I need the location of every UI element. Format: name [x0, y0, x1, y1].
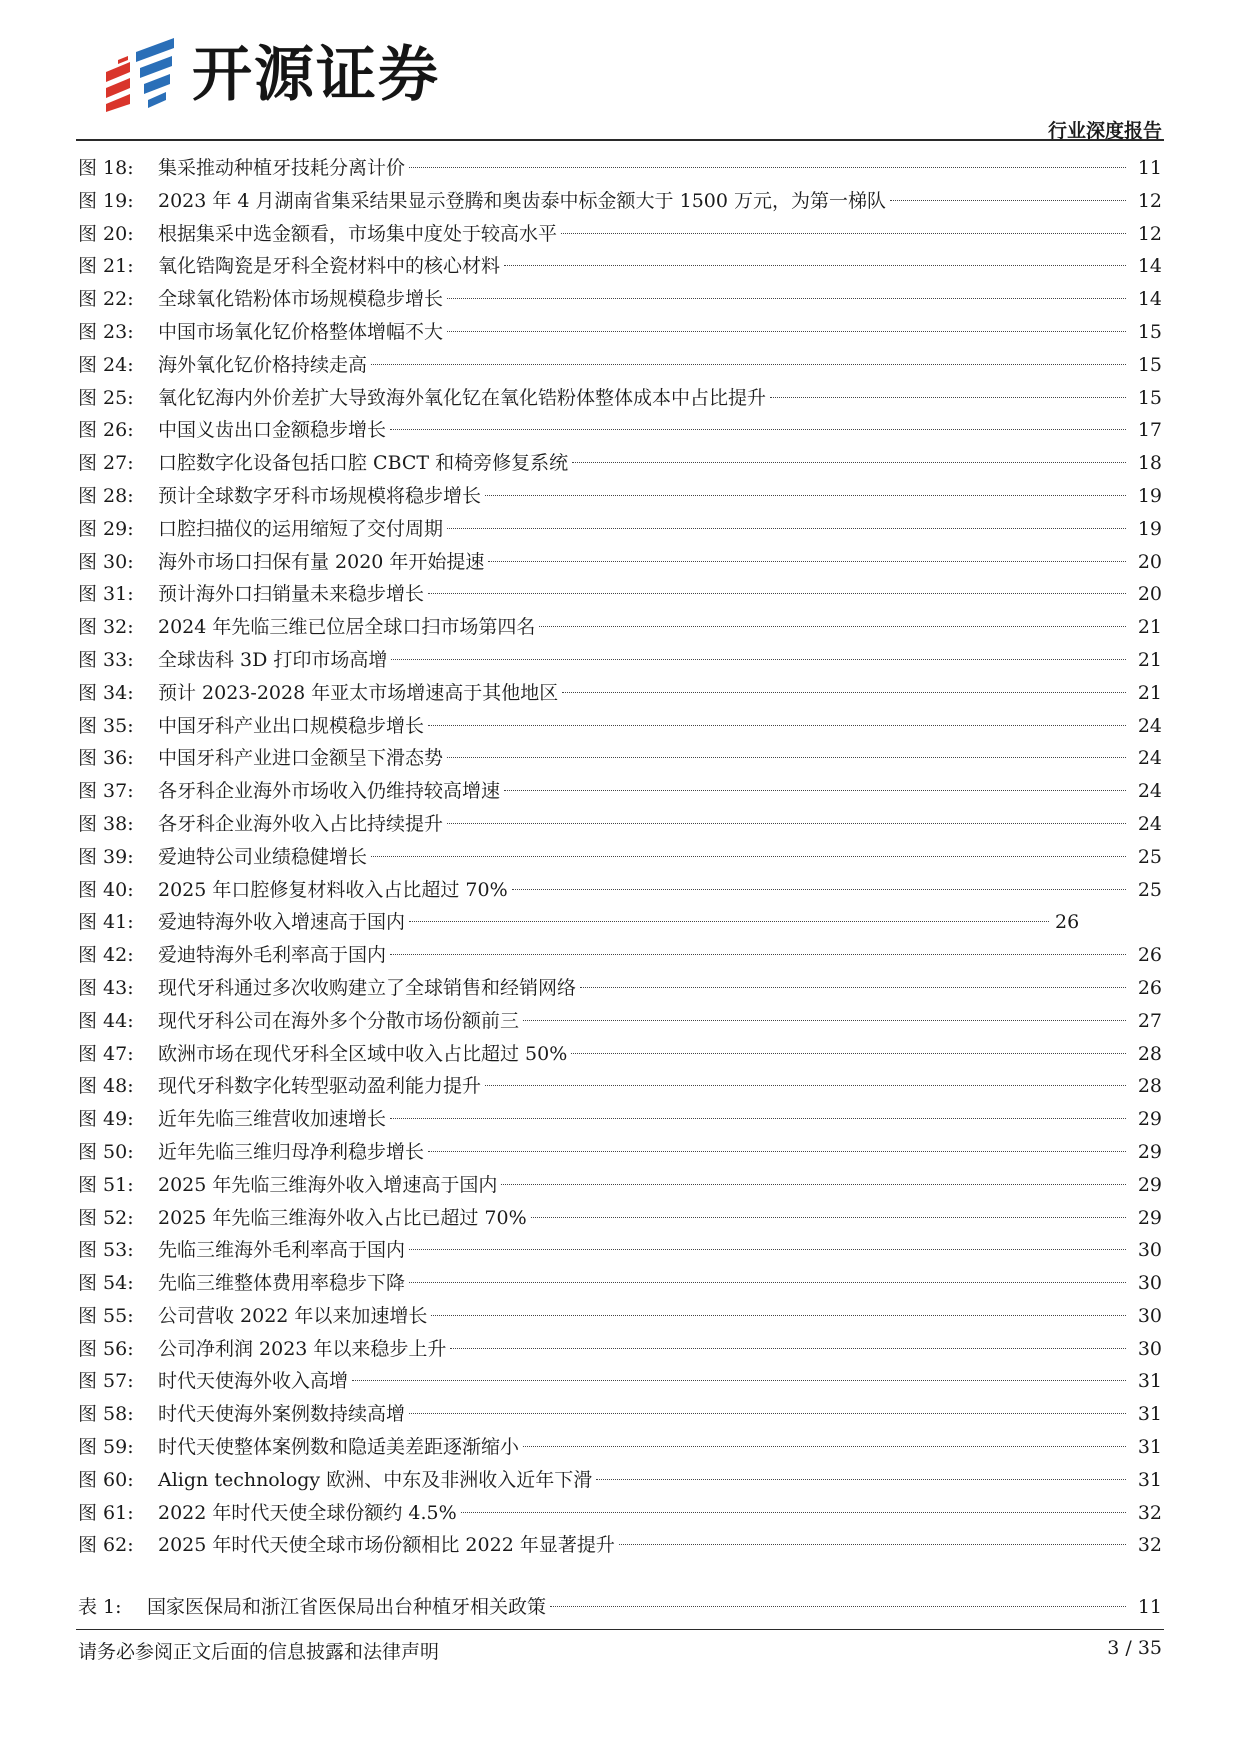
dot-leader: [428, 1151, 1126, 1152]
entry-title: 全球氧化锆粉体市场规模稳步增长: [158, 288, 444, 311]
entry-title: 时代天使海外收入高增: [158, 1370, 349, 1393]
entry-label: 图 31:: [78, 583, 134, 606]
figure-entry[interactable]: [78, 677, 1162, 710]
figure-entry[interactable]: [78, 316, 1162, 349]
entry-page: 28: [1137, 1042, 1162, 1065]
dot-leader: [512, 889, 1126, 890]
entry-page: 21: [1137, 648, 1162, 671]
dot-leader: [390, 954, 1126, 955]
entry-title: 近年先临三维归母净利稳步增长: [158, 1140, 425, 1163]
figure-entry[interactable]: [78, 1300, 1162, 1333]
figure-entry[interactable]: [78, 1267, 1162, 1300]
dot-leader: [461, 1512, 1126, 1513]
entry-page: 26: [1055, 911, 1080, 934]
dot-leader: [447, 331, 1126, 332]
entry-label: 图 22:: [78, 288, 134, 311]
entry-title: 现代牙科公司在海外多个分散市场份额前三: [158, 1009, 520, 1032]
figure-entry[interactable]: [78, 1365, 1162, 1398]
entry-page: 24: [1137, 714, 1162, 737]
entry-label: 图 49:: [78, 1108, 134, 1131]
figure-entry[interactable]: [78, 1136, 1162, 1169]
figure-entry[interactable]: [78, 1005, 1162, 1038]
figure-entry[interactable]: [78, 349, 1162, 382]
entry-page: 12: [1137, 222, 1162, 245]
dot-leader: [431, 1315, 1126, 1316]
entry-title: 2025 年先临三维海外收入增速高于国内: [158, 1173, 498, 1196]
dot-leader: [619, 1544, 1126, 1545]
entry-page: 24: [1137, 812, 1162, 835]
dot-leader: [531, 1217, 1126, 1218]
dot-leader: [450, 1348, 1126, 1349]
entry-title: 先临三维海外毛利率高于国内: [158, 1239, 406, 1262]
dot-leader: [485, 1085, 1126, 1086]
entry-page: 24: [1137, 780, 1162, 803]
entry-label: 图 51:: [78, 1173, 134, 1196]
entry-page: 31: [1137, 1468, 1162, 1491]
entry-title: 根据集采中选金额看，市场集中度处于较高水平: [158, 222, 558, 245]
entry-title: 各牙科企业海外市场收入仍维持较高增速: [158, 780, 501, 803]
entry-label: 图 61:: [78, 1501, 134, 1524]
entry-label: 图 54:: [78, 1272, 134, 1295]
header-divider: [76, 139, 1164, 141]
entry-title: 氧化锆陶瓷是牙科全瓷材料中的核心材料: [158, 255, 501, 278]
entry-label: 图 43:: [78, 976, 134, 999]
dot-leader: [352, 1380, 1126, 1381]
dot-leader: [572, 462, 1126, 463]
entry-label: 图 41:: [78, 911, 134, 934]
entry-label: 图 19:: [78, 189, 134, 212]
entry-page: 15: [1137, 386, 1162, 409]
entry-label: 表 1:: [78, 1596, 122, 1618]
dot-leader: [428, 725, 1126, 726]
entry-title: 全球齿科 3D 打印市场高增: [158, 648, 388, 671]
entry-page: 12: [1137, 189, 1162, 212]
figure-entry[interactable]: [78, 775, 1162, 808]
entry-title: 预计海外口扫销量未来稳步增长: [158, 583, 425, 606]
entry-title: 各牙科企业海外收入占比持续提升: [158, 812, 444, 835]
dot-leader: [409, 1282, 1126, 1283]
entry-label: 图 40:: [78, 878, 134, 901]
dot-leader: [390, 1118, 1126, 1119]
entry-title: 海外氧化钇价格持续走高: [158, 353, 368, 376]
entry-label: 图 29:: [78, 517, 134, 540]
figure-entry[interactable]: [78, 1103, 1162, 1136]
entry-label: 图 23:: [78, 320, 134, 343]
entry-label: 图 37:: [78, 780, 134, 803]
entry-page: 26: [1137, 944, 1162, 967]
entry-label: 图 21:: [78, 255, 134, 278]
figure-entry[interactable]: [78, 382, 1162, 415]
entry-page: 14: [1137, 255, 1162, 278]
entry-label: 图 58:: [78, 1403, 134, 1426]
figure-entry[interactable]: [78, 414, 1162, 447]
entry-label: 图 44:: [78, 1009, 134, 1032]
entry-page: 18: [1137, 452, 1162, 475]
dot-leader: [504, 790, 1126, 791]
entry-page: 17: [1137, 419, 1162, 442]
entry-title: 近年先临三维营收加速增长: [158, 1108, 387, 1131]
entry-title: 爱迪特海外收入增速高于国内: [158, 911, 406, 934]
entry-title: 公司营收 2022 年以来加速增长: [158, 1304, 428, 1327]
entry-label: 图 56:: [78, 1337, 134, 1360]
page-number: 3 / 35: [1107, 1637, 1162, 1659]
entry-page: 11: [1137, 1596, 1162, 1618]
dot-leader: [571, 1053, 1126, 1054]
figure-entry[interactable]: [78, 283, 1162, 316]
entry-page: 26: [1137, 976, 1162, 999]
figure-entry[interactable]: [78, 1497, 1162, 1530]
dot-leader: [488, 561, 1126, 562]
entry-page: 31: [1137, 1436, 1162, 1459]
entry-page: 29: [1137, 1173, 1162, 1196]
entry-label: 图 26:: [78, 419, 134, 442]
entry-label: 图 42:: [78, 944, 134, 967]
figure-entry[interactable]: [78, 611, 1162, 644]
figure-entry[interactable]: [78, 1464, 1162, 1497]
dot-leader: [428, 593, 1126, 594]
entry-title: 中国义齿出口金额稳步增长: [158, 419, 387, 442]
brand-name: 开源证券: [192, 40, 440, 110]
entry-page: 21: [1137, 681, 1162, 704]
entry-title: 海外市场口扫保有量 2020 年开始提速: [158, 550, 485, 573]
entry-page: 28: [1137, 1075, 1162, 1098]
figure-entry[interactable]: [78, 1202, 1162, 1235]
dot-leader: [409, 1413, 1126, 1414]
figure-entry[interactable]: [78, 218, 1162, 251]
logo-mark-icon: [100, 38, 182, 112]
entry-title: 2023 年 4 月湖南省集采结果显示登腾和奥齿泰中标金额大于 1500 万元，为第一梯队: [158, 189, 886, 212]
entry-page: 27: [1137, 1009, 1162, 1032]
figure-entry[interactable]: [78, 152, 1162, 185]
figure-entry[interactable]: [78, 578, 1162, 611]
figure-entry[interactable]: [78, 1234, 1162, 1267]
entry-label: 图 35:: [78, 714, 134, 737]
dot-leader: [580, 987, 1126, 988]
dot-leader: [596, 1479, 1126, 1480]
dot-leader: [890, 200, 1126, 201]
entry-page: 30: [1137, 1337, 1162, 1360]
entry-title: 爱迪特海外毛利率高于国内: [158, 944, 387, 967]
entry-page: 29: [1137, 1206, 1162, 1229]
entry-page: 29: [1137, 1140, 1162, 1163]
dot-leader: [562, 692, 1126, 693]
entry-page: 21: [1137, 616, 1162, 639]
entry-page: 31: [1137, 1370, 1162, 1393]
entry-label: 图 36:: [78, 747, 134, 770]
figure-entry[interactable]: [78, 841, 1162, 874]
figure-entry[interactable]: [78, 513, 1162, 546]
entry-title: 氧化钇海内外价差扩大导致海外氧化钇在氧化锆粉体整体成本中占比提升: [158, 386, 767, 409]
entry-label: 图 57:: [78, 1370, 134, 1393]
dot-leader: [447, 298, 1126, 299]
entry-title: 时代天使整体案例数和隐适美差距逐渐缩小: [158, 1436, 520, 1459]
dot-leader: [391, 659, 1126, 660]
figure-entry[interactable]: [78, 972, 1162, 1005]
entry-label: 图 50:: [78, 1140, 134, 1163]
figure-entry[interactable]: [78, 480, 1162, 513]
figure-entry[interactable]: [78, 1529, 1162, 1562]
entry-label: 图 30:: [78, 550, 134, 573]
entry-page: 25: [1137, 878, 1162, 901]
figure-entry[interactable]: [78, 939, 1162, 972]
dot-leader: [504, 265, 1126, 266]
entry-title: 2025 年时代天使全球市场份额相比 2022 年显著提升: [158, 1534, 615, 1557]
entry-page: 19: [1137, 484, 1162, 507]
entry-page: 30: [1137, 1272, 1162, 1295]
dot-leader: [409, 167, 1126, 168]
dot-leader: [523, 1020, 1126, 1021]
entry-label: 图 24:: [78, 353, 134, 376]
entry-title: 现代牙科数字化转型驱动盈利能力提升: [158, 1075, 482, 1098]
entry-title: 中国市场氧化钇价格整体增幅不大: [158, 320, 444, 343]
entry-title: 中国牙科产业进口金额呈下滑态势: [158, 747, 444, 770]
figure-entry[interactable]: [78, 742, 1162, 775]
entry-label: 图 62:: [78, 1534, 134, 1557]
figure-entry[interactable]: [78, 644, 1162, 677]
entry-title: 先临三维整体费用率稳步下降: [158, 1272, 406, 1295]
entry-page: 31: [1137, 1403, 1162, 1426]
entry-title: 国家医保局和浙江省医保局出台种植牙相关政策: [147, 1596, 547, 1618]
dot-leader: [447, 528, 1126, 529]
company-logo: [100, 38, 440, 112]
dot-leader: [550, 1606, 1126, 1607]
footer-divider: [76, 1629, 1164, 1630]
dot-leader: [409, 1249, 1126, 1250]
figure-entry[interactable]: [78, 808, 1162, 841]
entry-title: 集采推动种植牙技耗分离计价: [158, 157, 406, 179]
entry-page: 25: [1137, 845, 1162, 868]
entry-title: 中国牙科产业出口规模稳步增长: [158, 714, 425, 737]
entry-page: 20: [1137, 583, 1162, 606]
figure-entry[interactable]: [78, 1333, 1162, 1366]
entry-page: 30: [1137, 1239, 1162, 1262]
entry-page: 15: [1137, 353, 1162, 376]
entry-label: 图 52:: [78, 1206, 134, 1229]
figure-entry[interactable]: [78, 447, 1162, 480]
figure-entry[interactable]: [78, 874, 1162, 907]
figure-entry[interactable]: [78, 1070, 1162, 1103]
dot-leader: [539, 626, 1126, 627]
figure-entry[interactable]: [78, 1169, 1162, 1202]
dot-leader: [561, 233, 1126, 234]
figure-list: [78, 152, 1162, 1562]
entry-label: 图 59:: [78, 1436, 134, 1459]
entry-label: 图 20:: [78, 222, 134, 245]
report-type: 行业深度报告: [1047, 120, 1162, 142]
entry-title: 预计 2023-2028 年亚太市场增速高于其他地区: [158, 681, 559, 704]
entry-label: 图 34:: [78, 681, 134, 704]
entry-page: 20: [1137, 550, 1162, 573]
figure-entry[interactable]: [78, 1431, 1162, 1464]
entry-title: 欧洲市场在现代牙科全区域中收入占比超过 50%: [158, 1042, 568, 1065]
entry-page: 15: [1137, 320, 1162, 343]
entry-page: 11: [1137, 157, 1162, 179]
entry-title: 口腔数字化设备包括口腔 CBCT 和椅旁修复系统: [158, 452, 569, 475]
figure-entry[interactable]: [78, 906, 1162, 939]
dot-leader: [371, 364, 1126, 365]
entry-title: 时代天使海外案例数持续高增: [158, 1403, 406, 1426]
dot-leader: [501, 1184, 1126, 1185]
entry-title: 2025 年先临三维海外收入占比已超过 70%: [158, 1206, 527, 1229]
entry-label: 图 60:: [78, 1468, 134, 1491]
entry-label: 图 32:: [78, 616, 134, 639]
entry-label: 图 47:: [78, 1042, 134, 1065]
entry-page: 30: [1137, 1304, 1162, 1327]
entry-label: 图 27:: [78, 452, 134, 475]
entry-label: 图 39:: [78, 845, 134, 868]
entry-title: 2024 年先临三维已位居全球口扫市场第四名: [158, 616, 536, 639]
dot-leader: [409, 921, 1049, 922]
figure-entry[interactable]: [78, 546, 1162, 579]
dot-leader: [390, 429, 1126, 430]
entry-title: 爱迪特公司业绩稳健增长: [158, 845, 368, 868]
dot-leader: [770, 397, 1126, 398]
entry-title: 2025 年口腔修复材料收入占比超过 70%: [158, 878, 508, 901]
table-list: [78, 1591, 1162, 1624]
figure-entry[interactable]: [78, 250, 1162, 283]
dot-leader: [485, 495, 1126, 496]
entry-title: Align technology 欧洲、中东及非洲收入近年下滑: [158, 1468, 593, 1491]
entry-title: 预计全球数字牙科市场规模将稳步增长: [158, 484, 482, 507]
entry-title: 口腔扫描仪的运用缩短了交付周期: [158, 517, 444, 540]
entry-title: 2022 年时代天使全球份额约 4.5%: [158, 1501, 457, 1524]
figure-entry[interactable]: [78, 1038, 1162, 1071]
entry-title: 公司净利润 2023 年以来稳步上升: [158, 1337, 447, 1360]
figure-entry[interactable]: [78, 1398, 1162, 1431]
entry-label: 图 48:: [78, 1075, 134, 1098]
figure-entry[interactable]: [78, 710, 1162, 743]
dot-leader: [447, 823, 1126, 824]
entry-label: 图 33:: [78, 648, 134, 671]
entry-page: 19: [1137, 517, 1162, 540]
entry-label: 图 38:: [78, 812, 134, 835]
entry-page: 29: [1137, 1108, 1162, 1131]
table-entry[interactable]: [78, 1591, 1162, 1624]
entry-label: 图 55:: [78, 1304, 134, 1327]
entry-page: 24: [1137, 747, 1162, 770]
figure-entry[interactable]: [78, 185, 1162, 218]
entry-label: 图 53:: [78, 1239, 134, 1262]
entry-label: 图 25:: [78, 386, 134, 409]
entry-page: 32: [1137, 1534, 1162, 1557]
entry-title: 现代牙科通过多次收购建立了全球销售和经销网络: [158, 976, 577, 999]
dot-leader: [523, 1446, 1126, 1447]
entry-label: 图 18:: [78, 157, 134, 179]
entry-page: 14: [1137, 288, 1162, 311]
entry-label: 图 28:: [78, 484, 134, 507]
dot-leader: [371, 856, 1126, 857]
entry-page: 32: [1137, 1501, 1162, 1524]
footer-disclaimer: 请务必参阅正文后面的信息披露和法律声明: [78, 1641, 440, 1663]
dot-leader: [447, 757, 1126, 758]
